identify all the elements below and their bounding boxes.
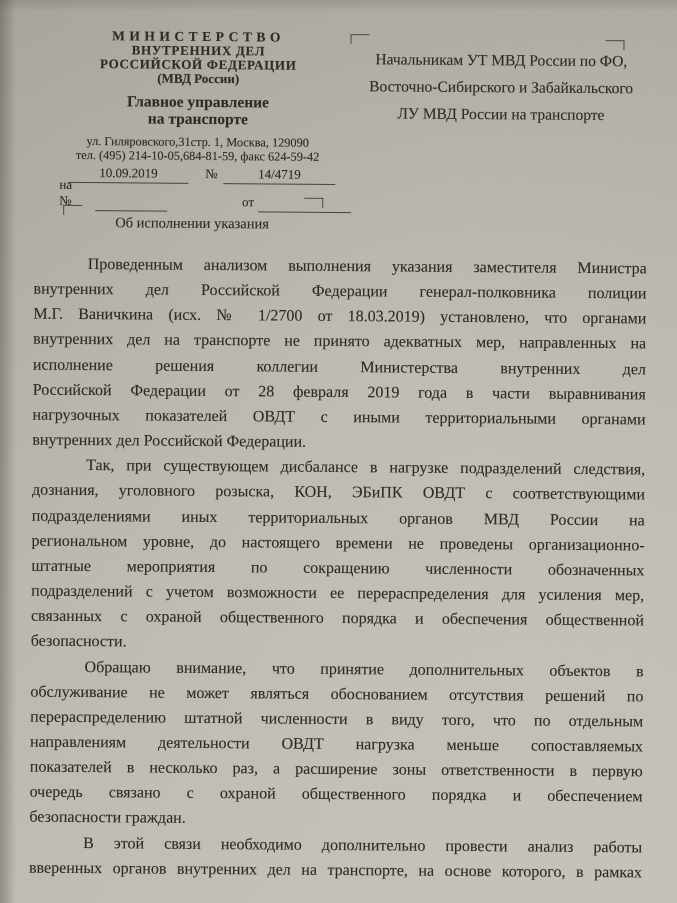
body-line: внутренних дел Российской Федерации генерал-полковника полиции	[33, 280, 647, 303]
outgoing-number: 14/4719	[223, 166, 335, 185]
ministry-abbreviation: (МВД России)	[157, 70, 240, 87]
body-line: безопасности.	[30, 632, 127, 651]
body-line: перераспределению штатной численности в виду того, что по отдельным	[30, 708, 644, 731]
body-line: Так, при существующем дисбалансе в нагрузке подразделений следствия,	[86, 457, 646, 479]
body-paragraph	[32, 252, 647, 458]
department-name-line2: на транспорте	[147, 109, 249, 128]
body-line: вверенных органов внутренних дел на транспорте, на основе которого, в рамках	[28, 859, 643, 882]
body-line: связанных с охраной общественного порядка и обеспечения общественной	[30, 607, 645, 630]
addressee-line2: Восточно-Сибирского и Забайкальского	[369, 78, 634, 98]
subject-line: Об исполнении указания	[115, 215, 269, 233]
addressee-block	[352, 46, 651, 129]
body-line: безопасности граждан.	[29, 809, 186, 828]
letterhead-address: ул. Гиляровского,31стр. 1, Москва, 129090	[86, 134, 309, 150]
body-line: В этой связи необходимо дополнительно провести анализ работы	[83, 834, 643, 856]
letterhead	[52, 28, 345, 164]
body-paragraph	[29, 830, 642, 885]
body-line: Российской Федерации от 28 февраля 2019 года в части выравнивания	[32, 381, 646, 404]
corner-mark-subject-top-right	[304, 198, 323, 208]
body-line: штатные мероприятия по сокращению численности обозначенных	[31, 557, 645, 580]
body-line: подразделений с учетом возможности ее перераспределения для усиления мер,	[31, 582, 645, 605]
ministry-name-line2: ВНУТРЕННИХ ДЕЛ	[131, 42, 266, 59]
addressee-line1: Начальникам УТ МВД России по ФО,	[375, 51, 628, 71]
body-line: обслуживание не может являться обоснованием отсутствия решений по	[30, 683, 644, 706]
body-line: внутренних дел на транспорте не принято адекватных мер, направленных на	[33, 331, 647, 353]
body-paragraph	[29, 654, 643, 835]
document-body	[29, 252, 647, 886]
body-line: Проведенным анализом выполнения указания заместителя Министра	[87, 256, 647, 278]
corner-mark-addressee-top-right	[605, 40, 624, 50]
addressee-line3: ЛУ МВД России на транспорте	[397, 105, 605, 125]
body-paragraph	[31, 453, 646, 659]
outgoing-date: 10.09.2019	[68, 165, 188, 184]
body-line: дознания, уголовного розыска, КОН, ЭБиПК ОВДТ с соответствующими	[31, 482, 646, 504]
incoming-number-label: на №	[59, 176, 73, 208]
ministry-name-line1: МИНИСТЕРСТВО	[112, 28, 285, 45]
body-line: региональном уровне, до настоящего времени не проведены организационно-	[31, 532, 645, 555]
corner-mark-addressee-top-left	[350, 34, 369, 44]
incoming-date-label: от	[242, 194, 255, 210]
ministry-name-line3: РОССИЙСКОЙ ФЕДЕРАЦИИ	[99, 55, 297, 73]
body-line: исполнение решения коллегии Министерства внутренних дел	[32, 356, 647, 379]
body-line: очередь связано с охраной общественного порядка и обеспечением	[29, 783, 643, 806]
number-sign-label: №	[205, 165, 218, 182]
subject-block	[61, 198, 323, 246]
body-line: показателей в несколько раз, а расширение зоны ответственности в первую	[29, 758, 643, 781]
body-line: М.Г. Ваничкина (исх. № 1/2700 от 18.03.2019) установлено, что органами	[33, 305, 647, 328]
corner-mark-subject-top-left	[63, 205, 82, 215]
body-line: нагрузочных показателей ОВДТ с иными территориальными органами	[32, 406, 646, 429]
department-name-line1: Главное управление	[127, 93, 270, 112]
reference-row-outgoing	[59, 162, 351, 185]
letterhead-phone: тел. (495) 214-10-05,684-81-59, факс 624-59-42	[75, 147, 320, 164]
body-line: Обращаю внимание, что принятие дополнительных объектов в	[84, 658, 644, 680]
body-line: внутренних дел Российской Федерации.	[32, 431, 307, 451]
body-line: направлениям деятельности ОВДТ нагрузка меньше сопоставляемых	[29, 733, 644, 756]
body-line: подразделениями иных территориальных органов МВД России на	[31, 507, 645, 529]
